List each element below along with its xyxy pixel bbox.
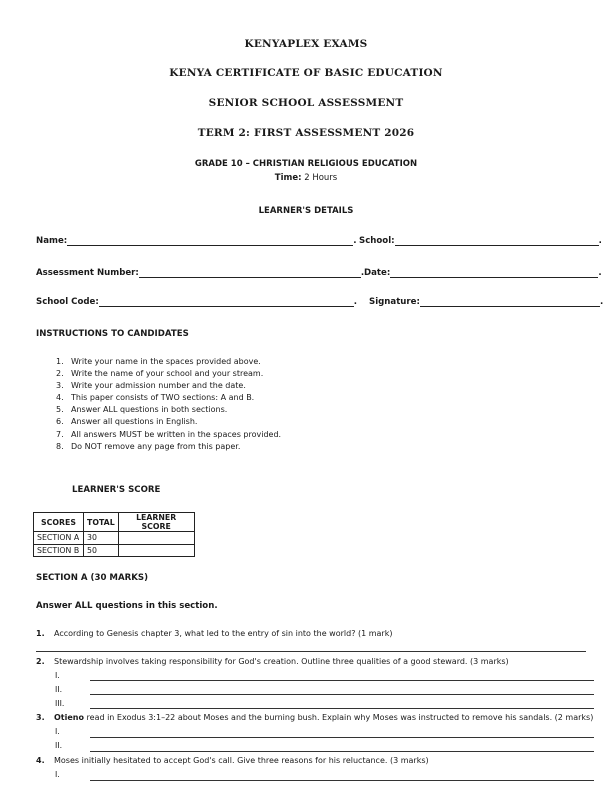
score-row [34, 544, 195, 557]
instructions-title: INSTRUCTIONS TO CANDIDATES [36, 329, 189, 339]
answer-line-q2-2[interactable] [90, 694, 594, 695]
score-header: LEARNER SCORE [118, 513, 194, 532]
score-learner-cell[interactable] [118, 532, 194, 545]
instructions-list [56, 356, 281, 453]
assessment-title: SENIOR SCHOOL ASSESSMENT [208, 97, 404, 109]
term-title: TERM 2: FIRST ASSESSMENT 2026 [197, 127, 415, 139]
answer-line-q4-1[interactable] [90, 780, 594, 781]
school-field[interactable] [359, 236, 602, 246]
name-end: . [353, 236, 357, 246]
roman-numeral: I. [55, 770, 60, 779]
assessment-number-line[interactable] [139, 269, 361, 278]
question-1: 1. According to Genesis chapter 3, what led to the entry of sin into the world? (1 mark) [36, 629, 393, 638]
time-value: 2 Hours [304, 173, 338, 183]
section-a-title: SECTION A (30 MARKS) [36, 573, 149, 583]
learner-score-title: LEARNER'S SCORE [72, 485, 161, 495]
instruction-item: 6. Answer all questions in English. [56, 417, 198, 427]
school-end: . [598, 236, 602, 246]
roman-numeral: II. [55, 741, 63, 750]
school-label: School: [359, 236, 395, 246]
instruction-item: 8. Do NOT remove any page from this paper. [56, 441, 241, 451]
roman-numeral: II. [55, 685, 63, 694]
school-code-line[interactable] [99, 298, 354, 307]
time-label: Time: [274, 173, 302, 183]
assessment-end: . [360, 268, 365, 278]
score-header-row [34, 513, 195, 532]
score-learner-cell[interactable] [118, 544, 194, 557]
date-field[interactable] [364, 268, 602, 278]
name-line[interactable] [67, 237, 353, 246]
instruction-item: 7. All answers MUST be written in the spaces provided. [56, 429, 282, 439]
school-code-end: . [353, 297, 358, 307]
question-2: 2. Stewardship involves taking responsibility for God's creation. Outline three qualities of a good steward. (3 marks) [36, 657, 509, 666]
exam-body-title: KENYAPLEX EXAMS [244, 38, 368, 50]
question-4: 4. Moses initially hesitated to accept God's call. Give three reasons for his reluctance. (3 marks) [36, 756, 429, 765]
signature-end: . [599, 297, 604, 307]
answer-line-q3-1[interactable] [90, 737, 594, 738]
answer-line-q3-2[interactable] [90, 751, 594, 752]
subject-title: GRADE 10 – CHRISTIAN RELIGIOUS EDUCATION [194, 159, 418, 169]
answer-line-q2-1[interactable] [90, 680, 594, 681]
instruction-item: 3. Write your admission number and the date. [56, 381, 246, 391]
school-line[interactable] [395, 237, 599, 246]
score-section: SECTION B [34, 544, 84, 557]
score-section: SECTION A [34, 532, 84, 545]
score-row [34, 532, 195, 545]
assessment-number-field[interactable] [36, 268, 364, 278]
signature-line[interactable] [420, 298, 600, 307]
score-total: 30 [84, 532, 119, 545]
answer-line-q2-3[interactable] [90, 708, 594, 709]
name-field[interactable] [36, 236, 356, 246]
instruction-item: 2. Write the name of your school and your stream. [56, 369, 264, 379]
date-end: . [598, 268, 602, 278]
name-label: Name: [36, 236, 68, 246]
section-a-instruction: Answer ALL questions in this section. [36, 601, 218, 611]
date-label: Date: [364, 268, 391, 278]
instruction-item: 4. This paper consists of TWO sections: A and B. [56, 393, 255, 403]
score-total: 50 [84, 544, 119, 557]
signature-label: Signature: [369, 297, 420, 307]
time-allowed [0, 173, 612, 183]
score-header: SCORES [34, 513, 84, 532]
roman-numeral: III. [55, 699, 65, 708]
instruction-item: 5. Answer ALL questions in both sections. [56, 405, 228, 415]
score-header: TOTAL [84, 513, 119, 532]
instruction-item: 1. Write your name in the spaces provided above. [56, 357, 261, 366]
score-table [33, 512, 195, 557]
roman-numeral: I. [55, 671, 60, 680]
signature-field[interactable] [369, 297, 603, 307]
question-3: 3. Otieno read in Exodus 3:1–22 about Moses and the burning bush. Explain why Moses was instructed to remove his sandals. (2 marks) [36, 713, 594, 722]
date-line[interactable] [390, 269, 598, 278]
roman-numeral: I. [55, 727, 60, 736]
learner-details-title: LEARNER'S DETAILS [258, 206, 354, 216]
certificate-title: KENYA CERTIFICATE OF BASIC EDUCATION [169, 67, 443, 79]
assessment-number-label: Assessment Number: [36, 268, 139, 278]
school-code-field[interactable] [36, 297, 357, 307]
answer-line-q1[interactable] [36, 651, 586, 652]
school-code-label: School Code: [36, 297, 99, 307]
